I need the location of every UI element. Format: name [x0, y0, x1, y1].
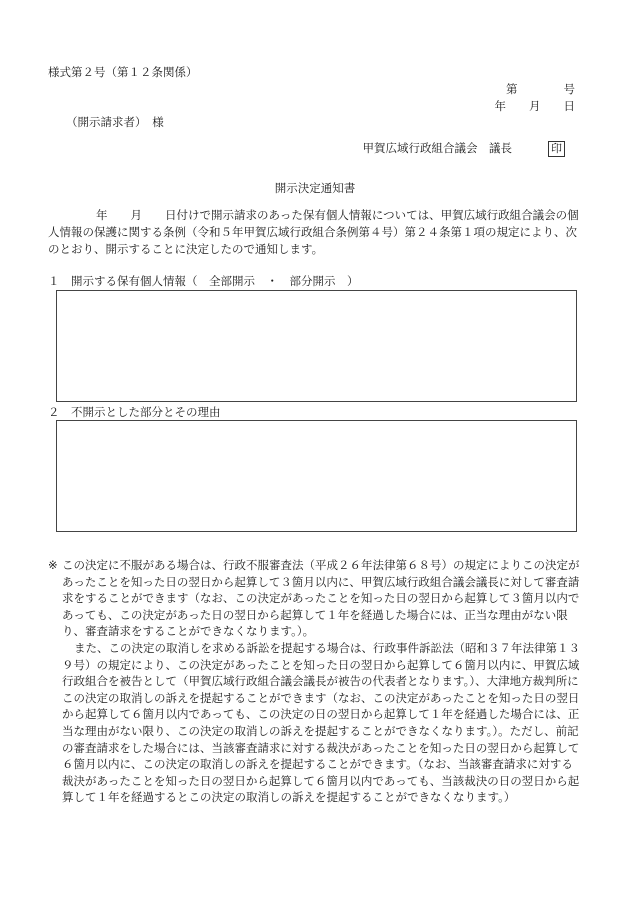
issuer-name: 甲賀広域行政組合議会 議長 — [362, 141, 512, 155]
section2-heading: ２ 不開示とした部分とその理由 — [48, 405, 221, 419]
note-mark: ※ — [48, 558, 58, 572]
body-paragraph: 年 月 日付けで開示請求のあった保有個人情報については、甲賀広域行政組合議会の個人情報の保護に関する条例（令和５年甲賀広域行政組合条例第４号）第２４条第１項の規定により、次のとおり、開示することに決定したので通知します。 — [48, 208, 579, 256]
section1-content-box — [56, 290, 577, 402]
issuer-line — [363, 140, 566, 157]
note-paragraph-appeal: この決定に不服がある場合は、行政不服審査法（平成２６年法律第６８号）の規定によりこの決定があったことを知った日の翌日から起算して３箇月以内に、甲賀広域行政組合議会議長に対して審査請求をすることができます（なお、この決定があったことを知った日の翌日から起算して３箇月以内であっても、この決定があった日の翌日から起算して１年を経過した場合には、正当な理由がない限り、審査請求をすることができなくなります。）。 — [62, 558, 580, 639]
document-date: 年 月 日 — [494, 99, 575, 113]
document-number: 第 号 — [506, 82, 575, 96]
recipient-line: （開示請求者） 様 — [66, 115, 164, 129]
page-title: 開示決定通知書 — [274, 181, 356, 195]
notes-block — [48, 557, 583, 806]
section2-content-box — [56, 420, 577, 532]
form-number: 様式第２号（第１２条関係） — [48, 65, 198, 79]
seal-mark: 印 — [548, 141, 565, 157]
section1-heading: １ 開示する保有個人情報（ 全部開示 ・ 部分開示 ） — [48, 274, 359, 288]
note-paragraph-lawsuit: また、この決定の取消しを求める訴訟を提起する場合は、行政事件訴訟法（昭和３７年法律第１３９号）の規定により、この決定があったことを知った日の翌日から起算して６箇月以内に、甲賀広域行政組合を被告として（甲賀広域行政組合議会議長が被告の代表者となります。）、大津地方裁判所にこの決定の取消しの訴えを提起することができます（なお、この決定があったことを知った日の翌日から起算して６箇月以内であっても、この決定の日の翌日から起算して１年を経過した場合には、正当な理由がない限り、この決定の取消しの訴えを提起することができなくなります。）。ただし、前記の審査請求をした場合には、当該審査請求に対する裁決があったことを知った日の翌日から起算して６箇月以内に、この決定の取消しの訴えを提起することができます。（なお、当該審査請求に対する裁決があったことを知った日の翌日から起算して６箇月以内であっても、当該裁決の日の翌日から起算して１年を経過するとこの決定の取消しの訴えを提起することができなくなります。） — [62, 640, 580, 805]
